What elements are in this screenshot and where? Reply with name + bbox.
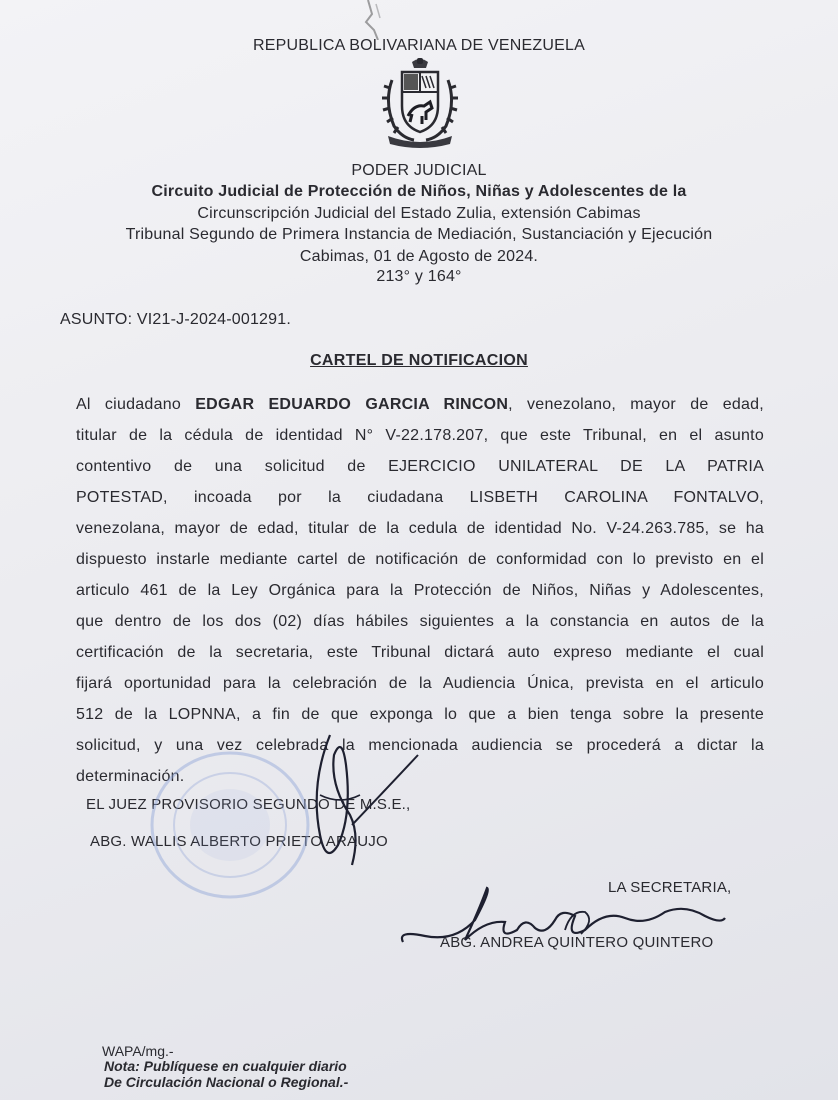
publication-note-line2: De Circulación Nacional o Regional.- [104, 1074, 349, 1090]
venezuela-coat-of-arms-icon [378, 56, 462, 148]
body-line: solicitud, y una vez celebrada la mencionada audiencia se procederá a dictar la [76, 737, 764, 754]
republic-header: REPUBLICA BOLIVARIANA DE VENEZUELA [253, 37, 585, 54]
paper-crease [358, 0, 388, 40]
body-line: POTESTAD, incoada por la ciudadana LISBETH CAROLINA FONTALVO, [76, 489, 764, 506]
secretary-name: ABG. ANDREA QUINTERO QUINTERO [440, 934, 714, 951]
judicial-circuit-heading: Circuito Judicial de Protección de Niños, Niñas y Adolescentes de la [151, 183, 687, 200]
case-number: ASUNTO: VI21-J-2024-001291. [60, 311, 292, 328]
body-line: dispuesto instarle mediante cartel de notificación de conformidad con lo previsto en el [76, 551, 764, 568]
place-date: Cabimas, 01 de Agosto de 2024. [299, 248, 539, 265]
transcriber-initials: WAPA/mg.- [102, 1043, 174, 1059]
body-line: que dentro de los dos (02) días hábiles siguientes a la constancia en autos de la [76, 613, 764, 630]
body-line: titular de la cédula de identidad N° V-22.178.207, que este Tribunal, en el asunto [76, 427, 764, 444]
document-title: CARTEL DE NOTIFICACION [310, 352, 528, 369]
judge-signature [290, 725, 430, 875]
years-line: 213° y 164° [376, 268, 462, 285]
body-line: 512 de la LOPNNA, a fin de que exponga lo que a bien tenga sobre la presente [76, 706, 764, 723]
body-line: certificación de la secretaria, este Tribunal dictará auto expreso mediante el cual [76, 644, 764, 661]
body-line: contentivo de una solicitud de EJERCICIO UNILATERAL DE LA PATRIA [76, 458, 764, 475]
body-line: venezolana, mayor de edad, titular de la cedula de identidad No. V-24.263.785, se ha [76, 520, 764, 537]
judge-role: EL JUEZ PROVISORIO SEGUNDO DE M.S.E., [86, 796, 411, 813]
body-line: fijará oportunidad para la celebración de la Audiencia Única, prevista en el articulo [76, 675, 764, 692]
body-line: Al ciudadano EDGAR EDUARDO GARCIA RINCON, venezolano, mayor de edad, [76, 396, 764, 413]
circumscription-heading: Circunscripción Judicial del Estado Zulia, extensión Cabimas [197, 205, 641, 222]
publication-note-line1: Nota: Publíquese en cualquier diario [104, 1058, 347, 1074]
tribunal-heading: Tribunal Segundo de Primera Instancia de Mediación, Sustanciación y Ejecución [125, 226, 713, 243]
body-line: articulo 461 de la Ley Orgánica para la Protección de Niños, Niñas y Adolescentes, [76, 582, 764, 599]
judicial-power-heading: PODER JUDICIAL [351, 162, 487, 179]
notified-citizen-name: EDGAR EDUARDO GARCIA RINCON [195, 396, 509, 413]
judge-name: ABG. WALLIS ALBERTO PRIETO ARAUJO [90, 833, 388, 850]
body-line: determinación. [76, 768, 185, 785]
secretary-signature [395, 880, 735, 960]
secretary-role: LA SECRETARIA, [608, 879, 732, 896]
